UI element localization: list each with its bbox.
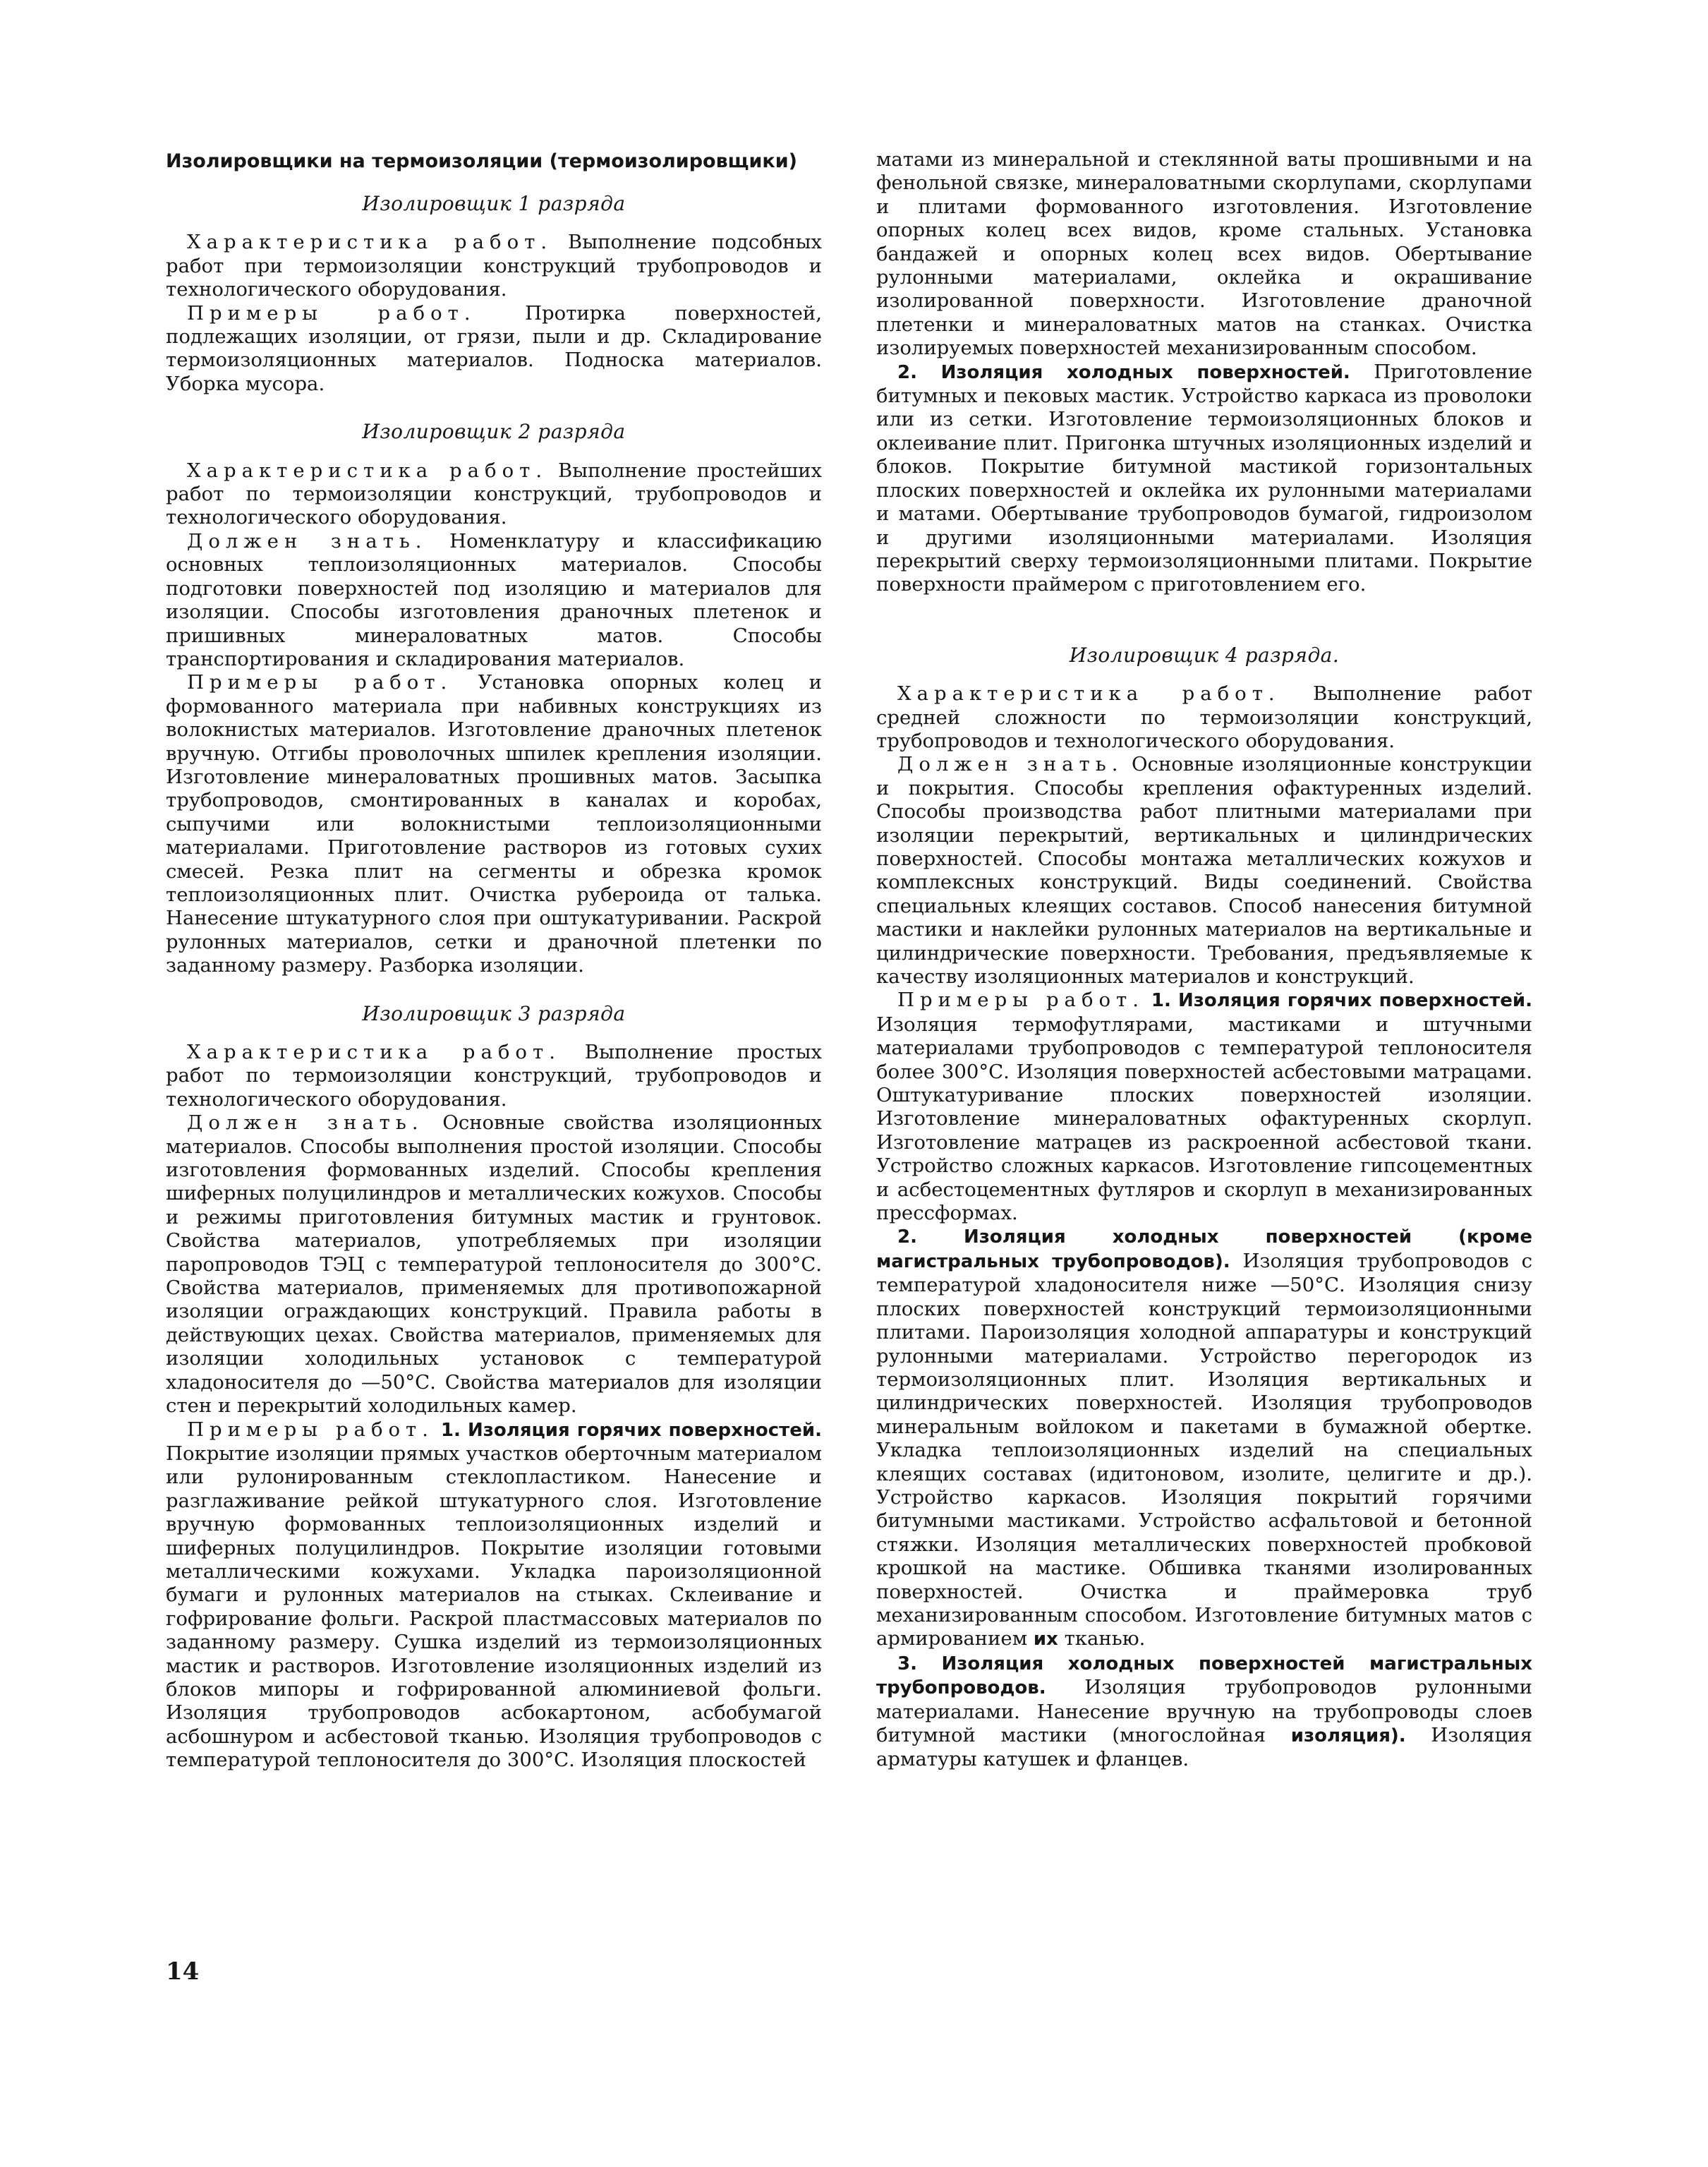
rank3-item2-text: Приготовление битумных и пековых мастик. Устройство каркаса из проволоки или из сетки. Изготовление термоизоляционных блоков и оклеивание плит. Пригонка штучных изоляционных изделий и блоков. Покрытие битумной мастикой горизонтальных плоских поверхностей и оклейка их рулонными материалами и матами. Обертывание трубопроводов бумагой, гидроизолом и другими изоляционными материалами. Изоляция перекрытий сверху термоизоляционными плитами. Покрытие поверхности праймером с приготовлением его. xyxy=(876,360,1532,596)
rank1-examples xyxy=(166,302,822,397)
rank4-ex-item1-text: Изоляция термофутлярами, мастиками и штучными материалами трубопроводов с температурой теплоносителя более 300°С. Изоляция поверхностей асбестовыми матрацами. Оштукатуривание плоских поверхностей изоляции. Изготовление минераловатных офактуренных скорлуп. Изготовление матрацев из раскроенной асбестовой ткани. Устройство сложных каркасов. Изготовление гипсоцементных и асбестоцементных футляров и скорлуп в механизированных прессформах. xyxy=(876,1013,1532,1225)
rank4-know-label: Должен знать. xyxy=(897,753,1124,776)
right-column xyxy=(876,148,1532,1772)
rank1-char-label: Характеристика работ. xyxy=(187,231,553,254)
rank4-ex-label: Примеры работ. xyxy=(897,989,1145,1012)
left-column xyxy=(166,150,822,1773)
rank2-char-text: Выполнение простейших работ по термоизоляции конструкций, трубопроводов и технологического оборудования. xyxy=(166,459,822,529)
rank3-ex-label: Примеры работ. xyxy=(187,1418,435,1441)
rank2-ex-text: Установка опорных колец и формованного материала при набивных конструкциях из волокнистых материалов. Изготовление драночных плетенок вручную. Отгибы проволочных шпилек крепления изоляции. Изготовление минераловатных прошивных матов. Засыпка трубопроводов, смонтированных в каналах и коробах, сыпучими или волокнистыми теплоизоляционными материалами. Приготовление растворов из готовых сухих смесей. Резка плит на сегменты и обрезка кромок теплоизоляционных плит. Очистка рубероида от талька. Нанесение штукатурного слоя при оштукатуривании. Раскрой рулонных материалов, сетки и драночной плетенки по заданному размеру. Разборка изоляции. xyxy=(166,671,822,977)
rank3-item2-label: 2. Изоляция холодных поверхностей. xyxy=(897,361,1350,383)
rank4-knowledge xyxy=(876,753,1532,989)
rank3-know-text: Основные свойства изоляционных материалов. Способы выполнения простой изоляции. Способы изготовления формованных изделий. Способы крепления шиферных полуцилиндров и металлических кожухов. Способы и режимы приготовления битумных мастик и грунтовок. Свойства материалов, употребляемых при изоляции паропроводов ТЭЦ с температурой теплоносителя до 300°С. Свойства материалов, применяемых для противопожарной изоляции ограждающих конструкций. Правила работы в действующих цехах. Свойства материалов, применяемых для изоляции холодильных установок с температурой хладоносителя до —50°С. Свойства материалов для изоляции стен и перекрытий холодильных камер. xyxy=(166,1111,822,1418)
rank3-ex-text: Покрытие изоляции прямых участков оберточным материалом или рулонированным стеклопластиком. Нанесение и разглаживание рейкой штукатурного слоя. Изготовление вручную формованных теплоизоляционных изделий и шиферных полуцилиндров. Покрытие изоляции готовыми металлическими кожухами. Укладка пароизоляционной бумаги и рулонных материалов на стыках. Склеивание и гофрирование фольги. Раскрой пластмассовых материалов по заданному размеру. Сушка изделий из термоизоляционных мастик и растворов. Изготовление изоляционных изделий из блоков мипоры и гофрированной алюминиевой фольги. Изоляция трубопроводов асбокартоном, асбобумагой асбошнуром и асбестовой тканью. Изоляция трубопроводов с температурой теплоносителя до 300°С. Изоляция плоскостей xyxy=(166,1442,822,1772)
rank4-heading: Изолировщик 4 разряда. xyxy=(1069,643,1340,667)
rank1-characteristics xyxy=(166,231,822,301)
rank2-heading: Изолировщик 2 разряда xyxy=(362,420,626,444)
rank3-continuation: матами из минеральной и стеклянной ваты прошивными и на фенольной связке, минераловатными скорлупами, скорлупами и плитами формованного изготовления. Изготовление опорных колец всех видов, кроме стальных. Установка бандажей и опорных колец всех видов. Обертывание рулонными материалами, оклейка и окрашивание изолированной поверхности. Изготовление драночной плетенки и минераловатных матов на станках. Очистка изолируемых поверхностей механизированным способом. xyxy=(876,148,1532,360)
page-number: 14 xyxy=(166,1957,200,1986)
rank3-ex-item1: 1. Изоляция горячих поверхностей. xyxy=(440,1419,822,1441)
rank4-ex-item3-bold: изоляция). xyxy=(1290,1725,1406,1746)
rank4-item2 xyxy=(876,1225,1532,1651)
rank4-ex-item1: 1. Изоляция горячих поверхностей. xyxy=(1151,990,1532,1012)
rank3-char-label: Характеристика работ. xyxy=(187,1041,561,1063)
rank1-ex-label: Примеры работ. xyxy=(187,301,476,325)
rank1-char-text: Выполнение подсобных работ при термоизоляции конструкций трубопроводов и технологического оборудования. xyxy=(166,231,822,301)
rank4-ex-item2-tail: тканью. xyxy=(1064,1627,1146,1650)
rank2-ex-label: Примеры работ. xyxy=(187,671,453,694)
rank3-heading: Изолировщик 3 разряда xyxy=(362,1001,626,1025)
section-title: Изолировщики на термоизоляции (термоизолировщики) xyxy=(166,150,798,172)
rank4-ex-item3: 3. Изоляция холодных поверхностей магистральных трубопроводов. xyxy=(876,1653,1532,1699)
rank4-item3 xyxy=(876,1652,1532,1772)
rank2-knowledge xyxy=(166,530,822,671)
rank2-know-label: Должен знать. xyxy=(187,529,428,553)
rank3-char-text: Выполнение простых работ по термоизоляции конструкций, трубопроводов и технологического оборудования. xyxy=(166,1041,822,1111)
rank4-characteristics xyxy=(876,682,1532,753)
rank1-heading: Изолировщик 1 разряда xyxy=(362,192,626,215)
rank3-knowledge xyxy=(166,1111,822,1418)
rank4-examples xyxy=(876,989,1532,1225)
rank2-examples xyxy=(166,671,822,977)
rank4-ex-item2-text: Изоляция трубопроводов с температурой хладоносителя ниже —50°С. Изоляция снизу плоских поверхностей конструкций термоизоляционными плитами. Пароизоляция холодной аппаратуры и конструкций рулонными материалами. Устройство перегородок из термоизоляционных плит. Изоляция вертикальных и цилиндрических поверхностей. Изоляция трубопроводов минеральным войлоком и пакетами в бумажной обертке. Укладка теплоизоляционных изделий на специальных клеящих составах (идитоновом, изолите, целигите и др.). Устройство каркасов. Изоляция покрытий горячими битумными мастиками. Устройство асфальтовой и бетонной стяжки. Изоляция металлических поверхностей пробковой крошкой на мастике. Обшивка тканями изолированных поверхностей. Очистка и праймеровка труб механизированным способом. Изготовление битумных матов с армированием xyxy=(876,1249,1532,1650)
rank2-characteristics xyxy=(166,459,822,530)
rank4-ex-item2: 2. Изоляция холодных поверхностей (кроме магистральных трубопроводов). xyxy=(876,1226,1532,1272)
rank4-ex-item2-end: их xyxy=(1033,1629,1058,1650)
rank1-ex-text: Протирка поверхностей, подлежащих изоляции, от грязи, пыли и др. Складирование термоизоляционных материалов. Подноска материалов. Уборка мусора. xyxy=(166,301,822,395)
rank3-know-label: Должен знать. xyxy=(187,1111,424,1135)
rank4-know-text: Основные изоляционные конструкции и покрытия. Способы крепления офактуренных изделий. Способы производства работ плитными материалами при изоляции перекрытий, вертикальных и цилиндрических поверхностей. Способы монтажа металлических кожухов и комплексных конструкций. Виды соединений. Свойства специальных клеящих составов. Способ нанесения битумной мастики и наклейки рулонных материалов на вертикальные и цилиндрические поверхности. Требования, предъявляемые к качеству изоляционных материалов и конструкций. xyxy=(876,753,1532,988)
rank3-item2 xyxy=(876,361,1532,597)
rank3-examples xyxy=(166,1418,822,1773)
rank2-know-text: Номенклатуру и классификацию основных теплоизоляционных материалов. Способы подготовки поверхностей под изоляцию и материалов для изоляции. Способы изготовления драночных плетенок и пришивных минераловатных матов. Способы транспортирования и складирования материалов. xyxy=(166,529,822,670)
rank4-ex-item3-text: Изоляция трубопроводов рулонными материалами. Нанесение вручную на трубопроводы слоев битумной мастики (многослойная xyxy=(876,1676,1532,1746)
rank2-char-label: Характеристика работ. xyxy=(187,459,548,482)
rank4-char-text: Выполнение работ средней сложности по термоизоляции конструкций, трубопроводов и технологического оборудования. xyxy=(876,682,1532,752)
rank3-characteristics xyxy=(166,1041,822,1111)
rank4-char-label: Характеристика работ. xyxy=(897,682,1280,706)
rank4-ex-item3-tail: Изоляция арматуры катушек и фланцев. xyxy=(876,1724,1532,1771)
